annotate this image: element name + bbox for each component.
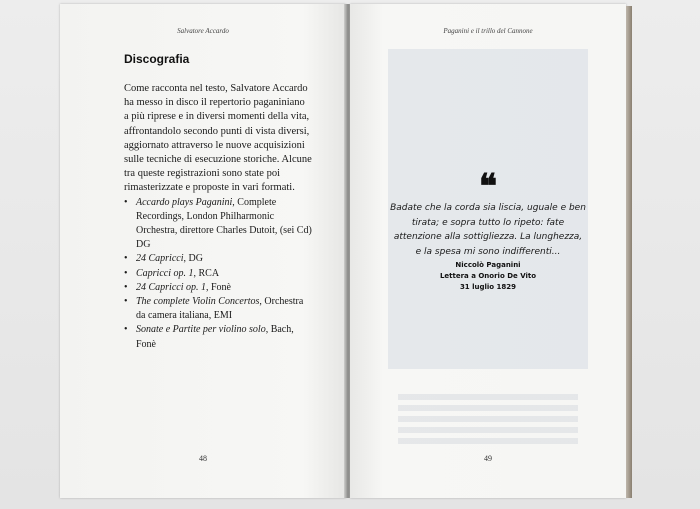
album-details: , Fonè — [206, 281, 231, 293]
discography-section — [124, 52, 312, 352]
bullet-icon: • — [124, 324, 128, 336]
album-title: 24 Capricci — [136, 253, 184, 265]
page-edge — [626, 6, 632, 498]
left-running-head: Salvatore Accardo — [177, 27, 229, 35]
bullet-icon: • — [124, 281, 128, 293]
album-title: Sonate e Partite per violino solo — [136, 324, 266, 336]
pull-quote: Badate che la corda sia liscia, uguale e ben tirata; e sopra tutto lo ripeto: fate attenzione alla sottigliezza. La lunghezza, e la spesa mi sono indifferenti... — [390, 203, 586, 257]
attribution-author: Niccolò Paganini — [455, 261, 521, 269]
list-item — [124, 295, 312, 323]
right-page — [350, 4, 626, 498]
right-running-head: Paganini e il trillo del Cannone — [443, 27, 533, 35]
list-item — [124, 267, 312, 281]
attribution-date: 31 luglio 1829 — [459, 283, 517, 291]
album-details: , RCA — [193, 267, 220, 279]
album-details: , Bach, Fonè — [136, 324, 294, 350]
album-title: Accardo plays Paganini — [136, 196, 233, 208]
section-heading: Discografia — [124, 52, 190, 66]
left-page — [60, 4, 346, 498]
intro-paragraph: Come racconta nel testo, Salvatore Accardo ha messo in disco il repertorio paganiniano a più riprese e in diversi momenti della vita, affrontandolo secondo punti di vista diversi, aggiornato attraverso le nuove acquisizioni sulle tecniche di esecuzione storiche. Alcune tra queste registrazioni sono state poi rimasterizzate e proposte in vari formati. — [124, 83, 312, 194]
bullet-icon: • — [124, 296, 128, 308]
discography-list — [124, 196, 312, 352]
attribution-source: Lettera a Onorio De Vito — [439, 272, 537, 280]
list-item — [124, 196, 312, 253]
album-title: Capricci op. 1 — [136, 267, 194, 279]
quote-mark-icon: ❝ — [478, 167, 498, 207]
show-through-text — [398, 394, 578, 444]
list-item — [124, 281, 312, 295]
album-title: 24 Capricci op. 1 — [136, 281, 206, 293]
bullet-icon: • — [124, 253, 128, 265]
open-book — [60, 4, 632, 498]
bullet-icon: • — [124, 267, 128, 279]
album-title: The complete Violin Concertos — [136, 296, 260, 308]
album-details: , Orchestra da camera italiana, EMI — [136, 296, 304, 322]
album-details: , Complete Recordings, London Philharmonic Orchestra, direttore Charles Dutoit, (sei Cd) DG — [136, 196, 312, 251]
left-page-number: 48 — [199, 454, 207, 463]
list-item — [124, 323, 312, 351]
list-item — [124, 252, 312, 266]
album-details: , DG — [183, 253, 203, 265]
bullet-icon: • — [124, 196, 128, 208]
quote-attribution — [390, 260, 586, 293]
right-page-number: 49 — [484, 454, 492, 463]
